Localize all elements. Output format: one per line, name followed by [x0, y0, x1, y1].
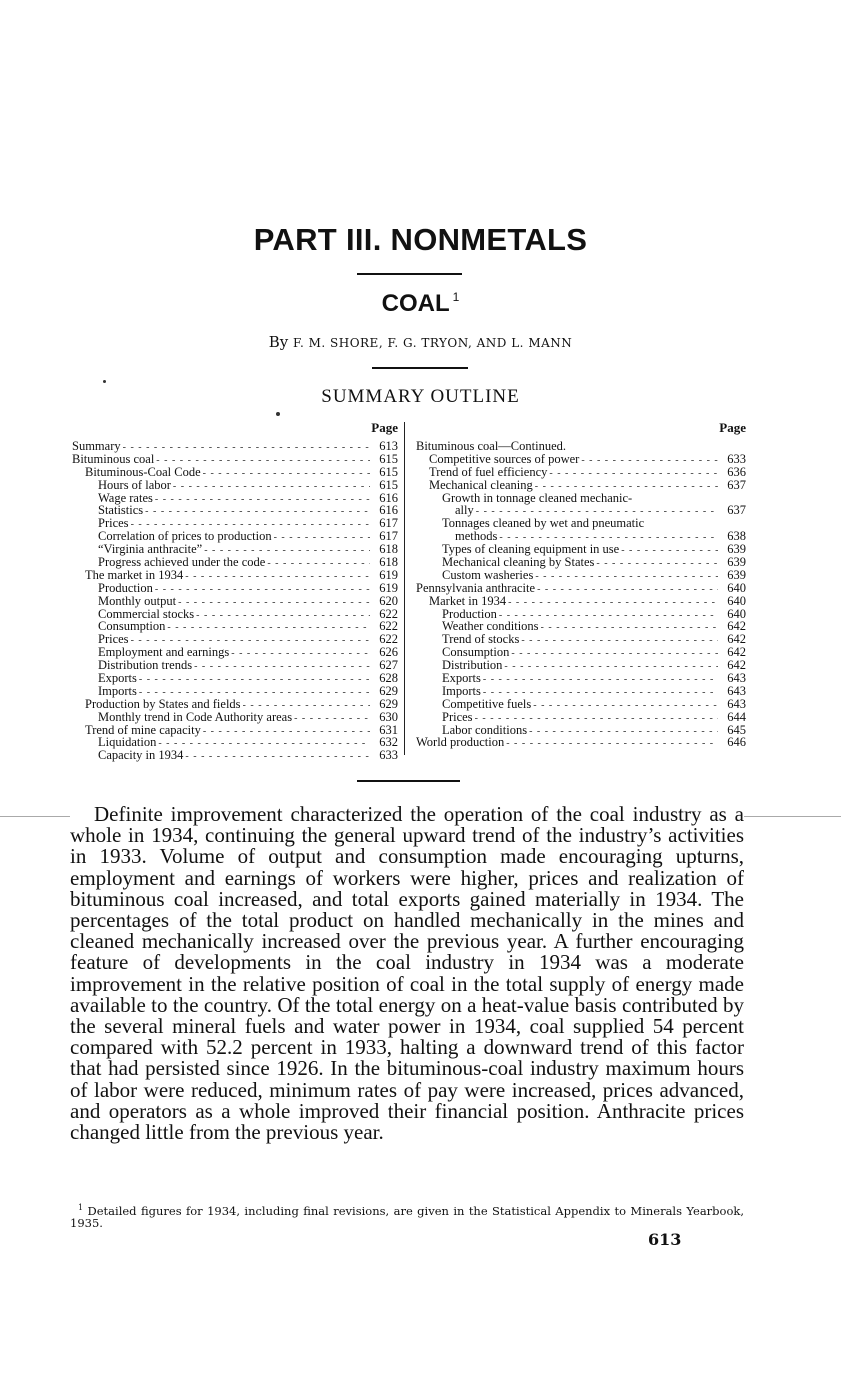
page-number: 613: [648, 1230, 682, 1249]
toc-entry-label: Trend of fuel efficiency: [429, 464, 548, 479]
toc-entry-label: Consumption: [98, 619, 166, 634]
toc-entry-label: Prices: [98, 632, 129, 647]
toc-entry-page: 639: [727, 567, 746, 582]
toc-leader-dots: [167, 622, 370, 635]
toc-entry-page: 631: [379, 722, 398, 737]
toc-entry-page: 640: [727, 580, 746, 595]
toc-leader-dots: [529, 726, 718, 739]
toc-entry-page: 627: [379, 658, 398, 673]
authors-rule: [372, 367, 468, 369]
toc-entry-label: Progress achieved under the code: [98, 555, 266, 570]
toc-entry-label: Weather conditions: [442, 619, 539, 634]
toc-entry-label: Bituminous coal—Continued.: [416, 439, 566, 453]
toc-leader-dots: [196, 610, 370, 623]
toc-entry-label: Tonnages cleaned by wet and pneumatic: [442, 516, 645, 531]
toc-entry-label: Trend of mine capacity: [85, 722, 201, 737]
toc-leader-dots: [521, 635, 718, 648]
toc-leader-dots: [537, 584, 718, 597]
toc-entry: [72, 749, 398, 762]
scan-line: [744, 816, 841, 817]
toc-entry: [72, 556, 398, 569]
toc-leader-dots: [549, 468, 718, 481]
toc-entry-label: Imports: [98, 683, 137, 698]
outline-right-column: [416, 420, 746, 749]
toc-entry-label: Imports: [442, 683, 481, 698]
toc-entry-label: Distribution: [442, 658, 503, 673]
toc-entry-page: 615: [379, 477, 398, 492]
toc-entry-label: ally: [455, 503, 474, 518]
toc-entry-label: Exports: [98, 671, 137, 686]
toc-entry: [72, 595, 398, 608]
toc-entry: [72, 711, 398, 724]
toc-entry-page: 615: [379, 451, 398, 466]
toc-entry: [416, 736, 746, 749]
toc-entry-label: Capacity in 1934: [98, 748, 184, 763]
toc-entry-label: Prices: [442, 709, 473, 724]
toc-leader-dots: [581, 455, 718, 468]
toc-entry-label: Competitive fuels: [442, 696, 532, 711]
toc-entry-page: 615: [379, 464, 398, 479]
toc-entry-label: Bituminous coal: [72, 451, 155, 466]
toc-leader-dots: [267, 558, 370, 571]
toc-entry-page: 642: [727, 658, 746, 673]
toc-entry-page: 626: [379, 645, 398, 660]
toc-leader-dots: [145, 506, 370, 519]
toc-entry-page: 618: [379, 555, 398, 570]
toc-entry-page: 638: [727, 529, 746, 544]
toc-leader-dots: [483, 674, 718, 687]
toc-entry-page: 646: [727, 735, 746, 750]
toc-entry-label: Competitive sources of power: [429, 451, 580, 466]
toc-entry-page: 640: [727, 606, 746, 621]
toc-entry-page: 639: [727, 542, 746, 557]
toc-entry-page: 622: [379, 632, 398, 647]
toc-entry: [416, 672, 746, 685]
toc-entry-label: Types of cleaning equipment in use: [442, 542, 620, 557]
toc-entry-label: Labor conditions: [442, 722, 528, 737]
toc-leader-dots: [274, 532, 370, 545]
toc-list-right: [416, 440, 746, 749]
toc-leader-dots: [155, 494, 370, 507]
outline-left-column: [72, 420, 398, 762]
part-title: PART III. NONMETALS: [253, 222, 588, 257]
toc-entry-label: Hours of labor: [98, 477, 171, 492]
toc-entry: [416, 466, 746, 479]
toc-entry-label: Mechanical cleaning by States: [442, 555, 595, 570]
toc-entry-label: “Virginia anthracite”: [98, 542, 203, 557]
toc-entry: [416, 453, 746, 466]
toc-entry: [72, 479, 398, 492]
toc-entry-label: Correlation of prices to production: [98, 529, 272, 544]
toc-entry: [72, 582, 398, 595]
toc-entry-page: 622: [379, 606, 398, 621]
toc-entry: [416, 582, 746, 595]
toc-entry-page: 644: [727, 709, 746, 724]
toc-entry-page: 613: [379, 439, 398, 453]
summary-paragraph: Definite improvement characterized the operation of the coal industry as a whole in 1934, continuing the general upward trend of the industry’s activities in 1933. Volume of output and consumption made encouraging upturns, employment and earnings of workers were higher, prices and realization of bituminous coal increased, and total exports gained materially in 1934. The percentages of the total product on handled mechanically in the mines and cleaned mechanically increased over the previous year. A further encouraging feature of developments in the coal industry in 1934 was a moderate improvement in the relative position of coal in the total supply of energy made available to the country. Of the total energy on a heat-value basis contributed by the several mineral fuels and water power in 1934, coal supplied 54 percent compared with 52.2 percent in 1933, halting a downward trend of this factor that had persisted since 1926. In the bituminous-coal industry maximum hours of labor were reduced, minimum rates of pay were increased, prices advanced, and operators as a whole improved their financial position. Anthracite prices changed little from the previous year.: [70, 802, 744, 1145]
toc-entry-label: Exports: [442, 671, 481, 686]
chapter-title-text: COAL: [381, 290, 450, 317]
page-column-header: Page: [719, 420, 746, 435]
print-speck: [276, 412, 280, 416]
toc-list-left: [72, 440, 398, 762]
toc-entry-page: 632: [379, 735, 398, 750]
toc-entry-page: 616: [379, 490, 398, 505]
toc-leader-dots: [506, 738, 718, 751]
toc-leader-dots: [185, 571, 370, 584]
toc-entry-page: 622: [379, 619, 398, 634]
toc-entry-page: 619: [379, 567, 398, 582]
toc-entry-label: Monthly output: [98, 593, 177, 608]
toc-entry: [72, 466, 398, 479]
toc-entry-page: 645: [727, 722, 746, 737]
toc-entry-page: 618: [379, 542, 398, 557]
chapter-footnote-mark: 1: [452, 290, 460, 304]
toc-entry-page: 633: [379, 748, 398, 763]
toc-entry-page: 642: [727, 619, 746, 634]
footnote: [70, 1202, 744, 1229]
toc-leader-dots: [596, 558, 718, 571]
toc-entry-label: Custom washeries: [442, 567, 534, 582]
toc-entry-page: 636: [727, 464, 746, 479]
authors-names: F. M. SHORE, F. G. TRYON, AND L. MANN: [293, 336, 573, 350]
toc-entry-label: Statistics: [98, 503, 144, 518]
toc-leader-dots: [621, 545, 718, 558]
toc-entry-label: Wage rates: [98, 490, 153, 505]
toc-entry-label: Consumption: [442, 645, 510, 660]
toc-entry-label: methods: [455, 529, 498, 544]
toc-entry-label: Trend of stocks: [442, 632, 520, 647]
toc-entry-page: 643: [727, 683, 746, 698]
toc-leader-dots: [508, 597, 718, 610]
toc-entry: [72, 672, 398, 685]
authors-line: [0, 333, 841, 351]
toc-entry-page: 633: [727, 451, 746, 466]
page-column-header: Page: [371, 420, 398, 435]
toc-entry-label: Growth in tonnage cleaned mechanic-: [442, 490, 633, 505]
toc-leader-dots: [294, 713, 370, 726]
toc-leader-dots: [178, 597, 370, 610]
toc-leader-dots: [155, 584, 370, 597]
toc-entry: [416, 479, 746, 492]
toc-entry: [72, 453, 398, 466]
toc-entry-label: Production: [442, 606, 497, 621]
print-speck: [103, 380, 106, 383]
toc-entry-page: 643: [727, 696, 746, 711]
toc-leader-dots: [173, 481, 370, 494]
toc-entry-page: 617: [379, 529, 398, 544]
toc-entry-page: 628: [379, 671, 398, 686]
toc-entry: [72, 685, 398, 698]
summary-outline-heading: SUMMARY OUTLINE: [321, 386, 520, 407]
toc-entry-label: Summary: [72, 439, 121, 453]
toc-leader-dots: [535, 571, 718, 584]
toc-entry-page: 637: [727, 477, 746, 492]
scan-line: [0, 816, 70, 817]
toc-leader-dots: [139, 674, 370, 687]
toc-entry-label: Prices: [98, 516, 129, 531]
toc-entry-label: Production: [98, 580, 153, 595]
toc-leader-dots: [541, 622, 718, 635]
toc-leader-dots: [194, 661, 370, 674]
toc-entry-page: 619: [379, 580, 398, 595]
toc-entry-label: Liquidation: [98, 735, 157, 750]
toc-entry-label: Bituminous-Coal Code: [85, 464, 201, 479]
toc-entry-page: 630: [379, 709, 398, 724]
toc-leader-dots: [185, 751, 370, 764]
toc-entry: [416, 556, 746, 569]
toc-leader-dots: [504, 661, 718, 674]
toc-entry: [416, 440, 746, 453]
toc-leader-dots: [231, 648, 370, 661]
toc-entry-page: 640: [727, 593, 746, 608]
footnote-text: Detailed figures for 1934, including final revisions, are given in the Statistical Appendix to Minerals Yearbook, 1935.: [70, 1203, 745, 1230]
toc-entry-label: Monthly trend in Code Authority areas: [98, 709, 293, 724]
toc-entry-label: The market in 1934: [85, 567, 184, 582]
toc-entry-page: 643: [727, 671, 746, 686]
toc-leader-dots: [511, 648, 718, 661]
toc-leader-dots: [533, 700, 718, 713]
toc-entry: [416, 685, 746, 698]
toc-entry-label: Commercial stocks: [98, 606, 195, 621]
toc-entry-page: 629: [379, 683, 398, 698]
authors-prefix: By: [268, 333, 289, 351]
toc-entry-label: World production: [416, 735, 505, 750]
toc-entry-label: Production by States and fields: [85, 696, 241, 711]
toc-entry-page: 616: [379, 503, 398, 518]
toc-entry-label: Pennsylvania anthracite: [416, 580, 536, 595]
toc-entry: [416, 569, 746, 582]
footnote-mark: 1: [78, 1203, 84, 1212]
toc-entry: [416, 595, 746, 608]
outline-end-rule: [357, 780, 460, 782]
toc-leader-dots: [123, 442, 370, 455]
toc-entry: [416, 711, 746, 724]
toc-entry: [72, 440, 398, 453]
column-divider: [404, 422, 405, 755]
toc-entry-page: 629: [379, 696, 398, 711]
toc-entry-page: 620: [379, 593, 398, 608]
toc-entry-page: 617: [379, 516, 398, 531]
toc-entry-page: 642: [727, 645, 746, 660]
toc-leader-dots: [158, 738, 370, 751]
toc-entry: [72, 569, 398, 582]
title-rule: [357, 273, 462, 275]
toc-entry-page: 637: [727, 503, 746, 518]
toc-entry-label: Distribution trends: [98, 658, 193, 673]
toc-entry: [72, 698, 398, 711]
toc-entry-label: Market in 1934: [429, 593, 507, 608]
toc-entry-label: Mechanical cleaning: [429, 477, 533, 492]
toc-leader-dots: [203, 468, 370, 481]
toc-entry-label: Employment and earnings: [98, 645, 230, 660]
toc-entry-page: 639: [727, 555, 746, 570]
toc-entry-page: 642: [727, 632, 746, 647]
chapter-title: [0, 290, 841, 318]
toc-leader-dots: [203, 726, 370, 739]
toc-entry: [416, 698, 746, 711]
